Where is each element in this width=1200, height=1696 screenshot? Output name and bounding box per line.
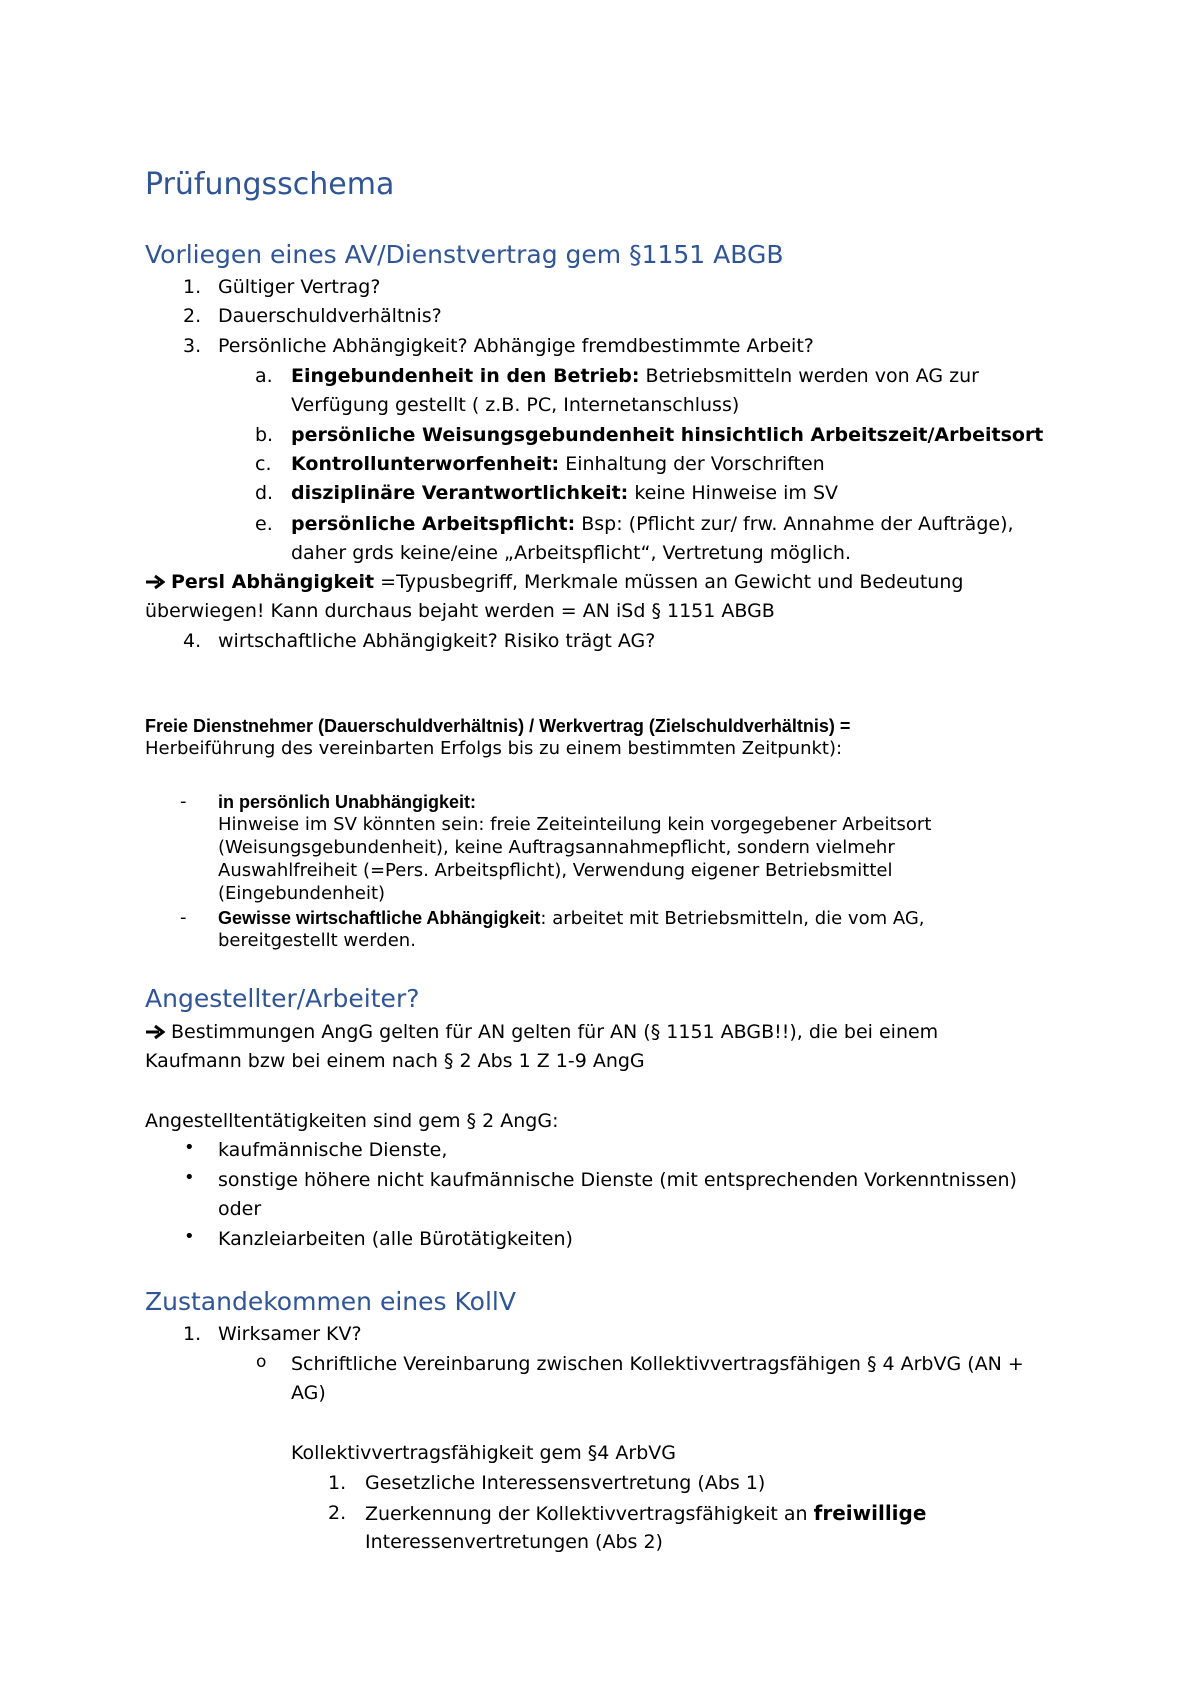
- free-heading: Freie Dienstnehmer (Dauerschuldverhältnis) / Werkvertrag (Zielschuldverhältnis) =: [145, 716, 851, 736]
- sub-letter: a.: [255, 365, 273, 387]
- free-bullet-line: (Eingebundenheit): [218, 883, 386, 904]
- sub-item-bold: Kontrollunterworfenheit:: [291, 453, 560, 475]
- section-heading-kollv: Zustandekommen eines KollV: [145, 1287, 516, 1316]
- arrow-paragraph-2: [145, 1021, 938, 1043]
- sub-letter: c.: [255, 453, 272, 475]
- free-bullet-2-bold: Gewisse wirtschaftliche Abhängigkeit: [218, 908, 541, 928]
- page-title: Prüfungsschema: [145, 167, 395, 202]
- list-item: Gesetzliche Interessensvertretung (Abs 1): [365, 1472, 766, 1494]
- sub-item-text: Einhaltung der Vorschriften: [559, 453, 825, 475]
- free-bullet-2: [218, 907, 925, 930]
- bullet-dot-icon: •: [184, 1226, 195, 1247]
- list-item: sonstige höhere nicht kaufmännische Dienste (mit entsprechenden Vorkenntnissen): [218, 1169, 1017, 1191]
- arrow-paragraph: [145, 571, 963, 593]
- dash-bullet: -: [180, 791, 187, 812]
- arrow-paragraph-continuation: überwiegen! Kann durchaus bejaht werden = AN iSd § 1151 ABGB: [145, 600, 775, 622]
- list-item: Dauerschuldverhältnis?: [218, 305, 442, 327]
- circle-item: Schriftliche Vereinbarung zwischen Kollektivvertragsfähigen § 4 ArbVG (AN +: [291, 1353, 1024, 1375]
- list-number: 1.: [328, 1472, 347, 1494]
- arrow-paragraph-bold: Persl Abhängigkeit: [171, 571, 375, 593]
- list-number: 3.: [183, 335, 202, 357]
- list-number: 1.: [183, 276, 202, 298]
- list-item: Persönliche Abhängigkeit? Abhängige fremdbestimmte Arbeit?: [218, 335, 814, 357]
- sub-item: [291, 482, 838, 504]
- sub-letter: e.: [255, 513, 273, 535]
- section-heading-av: Vorliegen eines AV/Dienstvertrag gem §1151 ABGB: [145, 240, 784, 269]
- free-subheading: Herbeiführung des vereinbarten Erfolgs bis zu einem bestimmten Zeitpunkt):: [145, 738, 843, 759]
- sub-item-bold: persönliche Weisungsgebundenheit hinsichtlich Arbeitszeit/Arbeitsort: [291, 424, 1044, 446]
- circle-item-continuation: AG): [291, 1382, 326, 1404]
- sub-item-text: Betriebsmitteln werden von AG zur: [639, 365, 979, 387]
- free-bullet-line: Auswahlfreiheit (=Pers. Arbeitspflicht), Verwendung eigener Betriebsmittel: [218, 860, 893, 881]
- free-bullet-line: (Weisungsgebundenheit), keine Auftragsannahmepflicht, sondern vielmehr: [218, 837, 895, 858]
- list-item: [365, 1502, 926, 1525]
- sub-item: [291, 513, 1014, 535]
- list-item: Gültiger Vertrag?: [218, 276, 381, 298]
- bullet-dot-icon: •: [184, 1167, 195, 1188]
- free-bullet-2-text: : arbeitet mit Betriebsmitteln, die vom AG,: [540, 908, 925, 929]
- sub-item-bold: disziplinäre Verantwortlichkeit:: [291, 482, 629, 504]
- list-item: wirtschaftliche Abhängigkeit? Risiko trägt AG?: [218, 630, 656, 652]
- list-number: 1.: [183, 1323, 202, 1345]
- bullet-dot-icon: •: [184, 1137, 195, 1158]
- sub-item-continuation: daher grds keine/eine „Arbeitspflicht“, Vertretung möglich.: [291, 542, 852, 564]
- list-item-text: Zuerkennung der Kollektivvertragsfähigkeit an: [365, 1503, 814, 1525]
- arrow-paragraph-2-continuation: Kaufmann bzw bei einem nach § 2 Abs 1 Z 1-9 AngG: [145, 1050, 645, 1072]
- dash-bullet: -: [180, 907, 187, 928]
- arrow-paragraph-text: =Typusbegriff, Merkmale müssen an Gewicht und Bedeutung: [374, 571, 964, 593]
- sub-letter: b.: [255, 424, 274, 446]
- kv-intro: Kollektivvertragsfähigkeit gem §4 ArbVG: [291, 1442, 676, 1464]
- circle-bullet-icon: o: [256, 1352, 267, 1372]
- sub-item-text: Bsp: (Pflicht zur/ frw. Annahme der Aufträge),: [575, 513, 1014, 535]
- free-bullet-bold: in persönlich Unabhängigkeit:: [218, 792, 477, 812]
- sub-item: [291, 453, 825, 475]
- section-heading-angestellter: Angestellter/Arbeiter?: [145, 984, 420, 1013]
- list-item-bold: freiwillige: [813, 1501, 927, 1525]
- list-number: 4.: [183, 630, 202, 652]
- arrow-right-icon: [145, 574, 165, 590]
- arrow-right-icon: [145, 1024, 165, 1040]
- sub-item: [291, 365, 979, 387]
- arrow-paragraph-2-text: Bestimmungen AngG gelten für AN gelten für AN (§ 1151 ABGB!!), die bei einem: [171, 1021, 939, 1043]
- sub-item-bold: Eingebundenheit in den Betrieb:: [291, 365, 640, 387]
- sub-item-text: keine Hinweise im SV: [628, 482, 839, 504]
- list-number: 2.: [183, 305, 202, 327]
- list-number: 2.: [328, 1502, 347, 1524]
- list-item-continuation: Interessenvertretungen (Abs 2): [365, 1531, 663, 1553]
- sub-letter: d.: [255, 482, 274, 504]
- list-item: kaufmännische Dienste,: [218, 1139, 448, 1161]
- list-item: Wirksamer KV?: [218, 1323, 362, 1345]
- sub-item-bold: persönliche Arbeitspflicht:: [291, 513, 576, 535]
- list-item-continuation: oder: [218, 1198, 262, 1220]
- free-bullet-line: Hinweise im SV könnten sein: freie Zeiteinteilung kein vorgegebener Arbeitsort: [218, 814, 932, 835]
- list-item: Kanzleiarbeiten (alle Bürotätigkeiten): [218, 1228, 573, 1250]
- angestellt-intro: Angestelltentätigkeiten sind gem § 2 AngG:: [145, 1110, 559, 1132]
- free-bullet-2-continuation: bereitgestellt werden.: [218, 930, 416, 951]
- sub-item-continuation: Verfügung gestellt ( z.B. PC, Internetanschluss): [291, 394, 740, 416]
